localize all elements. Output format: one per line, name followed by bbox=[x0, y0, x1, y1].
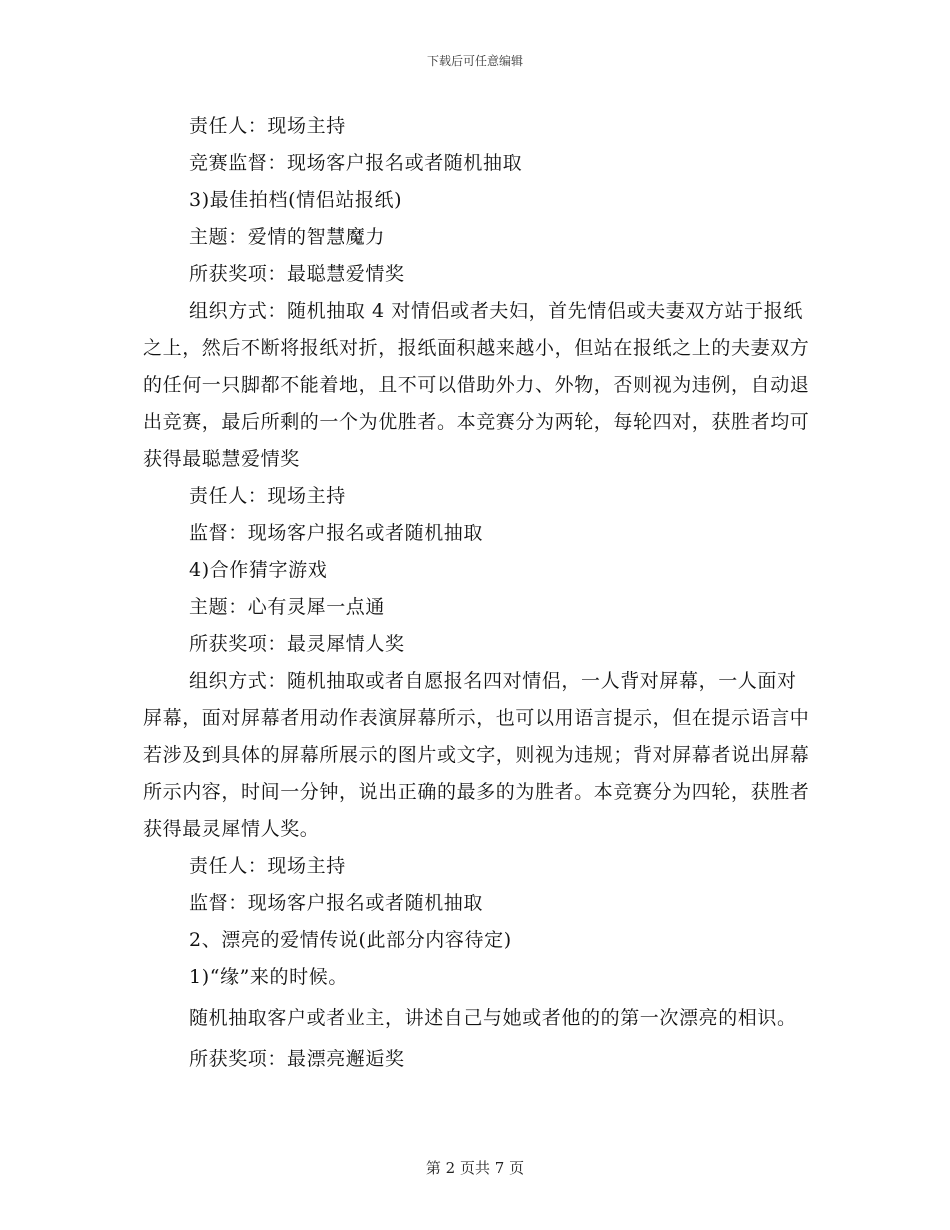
supervision-line: 竞赛监督：现场客户报名或者随机抽取 bbox=[189, 152, 523, 174]
supervision-line: 监督：现场客户报名或者随机抽取 bbox=[189, 892, 484, 914]
responsible-line: 责任人：现场主持 bbox=[189, 485, 346, 507]
theme-line: 主题：心有灵犀一点通 bbox=[189, 596, 386, 618]
supervision-line: 监督：现场客户报名或者随机抽取 bbox=[189, 522, 484, 544]
paragraph: 组织方式：随机抽取 4 对情侣或者夫妇，首先情侣或夫妻双方站于报纸之上，然后不断将报纸对折，报纸面积越来越小，但站在报纸之上的夫妻双方的任何一只脚都不能着地，且不可以借助外力、外物，否则视为违例，自动退出竞赛，最后所剩的一个为优胜者。本竞赛分为两轮，每轮四对，获胜者均可获得最聪慧爱情奖 bbox=[143, 300, 810, 470]
paragraph: 组织方式：随机抽取或者自愿报名四对情侣，一人背对屏幕，一人面对屏幕，面对屏幕者用动作表演屏幕所示，也可以用语言提示，但在提示语言中若涉及到具体的屏幕所展示的图片或文字，则视为违规；背对屏幕者说出屏幕所示内容，时间一分钟，说出正确的最多的为胜者。本竞赛分为四轮，获胜者获得最灵犀情人奖。 bbox=[143, 670, 810, 840]
section-heading: 3)最佳拍档(情侣站报纸) bbox=[189, 189, 403, 211]
award-line: 所获奖项：最漂亮邂逅奖 bbox=[189, 1048, 405, 1070]
responsible-line: 责任人：现场主持 bbox=[189, 855, 346, 877]
responsible-line: 责任人：现场主持 bbox=[189, 115, 346, 137]
award-line: 所获奖项：最灵犀情人奖 bbox=[189, 633, 405, 655]
section-heading: 4)合作猜字游戏 bbox=[189, 559, 328, 581]
award-line: 所获奖项：最聪慧爱情奖 bbox=[189, 263, 405, 285]
document-body bbox=[143, 108, 813, 1078]
section-heading: 2、漂亮的爱情传说(此部分内容待定) bbox=[189, 929, 512, 951]
page-number: 第 2 页共 7 页 bbox=[425, 1159, 525, 1177]
page-header: 下载后可任意编辑 bbox=[426, 54, 523, 68]
paragraph: 随机抽取客户或者业主，讲述自己与她或者他的的第一次漂亮的相识。 bbox=[189, 1007, 797, 1029]
theme-line: 主题：爱情的智慧魔力 bbox=[189, 226, 386, 248]
subsection-heading: 1)“缘”来的时候。 bbox=[189, 966, 348, 988]
